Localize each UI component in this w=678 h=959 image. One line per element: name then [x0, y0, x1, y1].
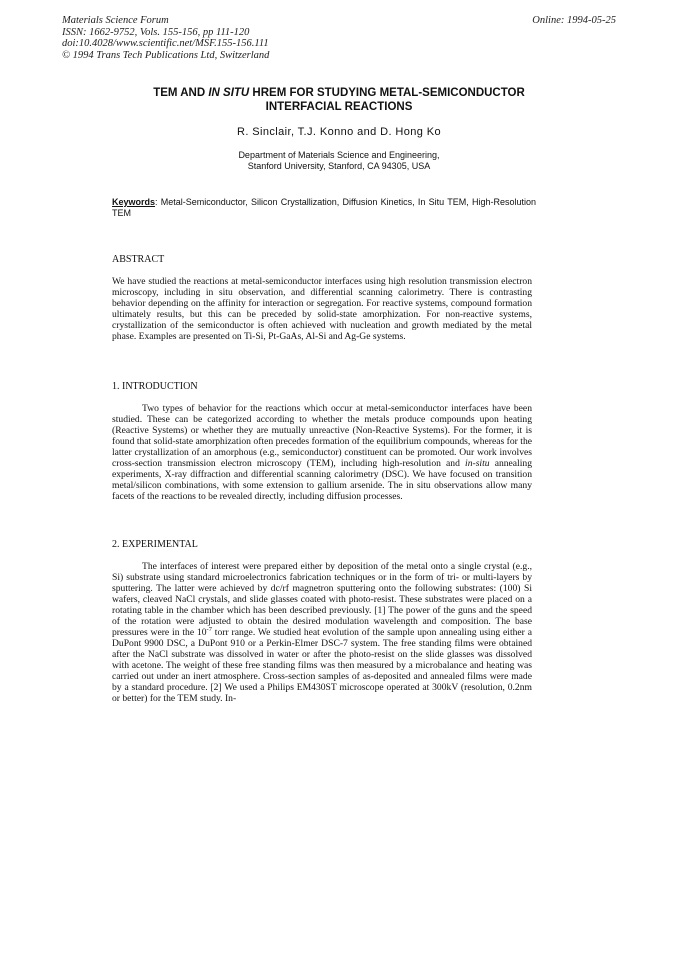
doi-link[interactable]: doi:10.4028/www.scientific.net/MSF.155-156.111: [62, 38, 269, 49]
affiliation: [100, 150, 578, 172]
author-list: R. Sinclair, T.J. Konno and D. Hong Ko: [237, 126, 441, 138]
keywords-label: Keywords: [112, 197, 156, 207]
introduction-in-situ: in-situ: [465, 458, 490, 469]
title-in-situ: IN SITU: [208, 87, 250, 99]
pressure-exponent: -7: [206, 625, 212, 633]
online-date: Online: 1994-05-25: [532, 15, 616, 26]
introduction-text-a: Two types of behavior for the reactions which occur at metal-semiconductor interfaces have been studied. These can be categorized according to whether the metals produce compounds upon heating (Reactive Systems) or whether they are mutually unreactive (Non-Reactive Systems). For the former, it is found that solid-state amorphization often precedes formation of the equilibrium compounds, whereas for the latter crystallization of an amorphous (e.g., semiconductor) constituent can be promoted. Our work involves cross-section transmission electron microscopy (TEM), including high-resolution and: [112, 403, 532, 469]
introduction-heading: 1. INTRODUCTION: [112, 381, 198, 392]
publication-info: [62, 15, 269, 61]
title-part1: TEM AND: [153, 87, 209, 99]
experimental-text-a: The interfaces of interest were prepared either by deposition of the metal onto a single crystal (e.g., Si) substrate using standard microelectronics fabrication techniques or in the form of tri- or multi-layers by sputtering. The latter were achieved by dc/rf magnetron sputtering onto the following substrates: (100) Si wafers, cleaved NaCl crystals, and slide glasses coated with photo-resist. These substrates were placed on a rotating table in the chamber which has been described previously. [1] The power of the guns and the speed of the rotation were adjusted to obtain the desired modulation wavelength and composition. The base pressures were in the 10: [112, 561, 532, 638]
affiliation-line2: Stanford University, Stanford, CA 94305, USA: [247, 161, 431, 171]
keywords-block: [112, 197, 536, 219]
paper-title: [100, 86, 578, 114]
abstract-heading: ABSTRACT: [112, 254, 165, 265]
title-line2: INTERFACIAL REACTIONS: [265, 101, 413, 113]
title-part3: HREM FOR STUDYING METAL-SEMICONDUCTOR: [249, 87, 525, 99]
experimental-text: [112, 561, 532, 704]
experimental-text-b: torr range. We studied heat evolution of the sample upon annealing using either a DuPont 9900 DSC, a DuPont 910 or a Perkin-Elmer DSC-7 system. The free standing films were obtained after the NaCl substrate was dissolved in water or after the photo-resist on the slide glasses was dissolved with acetone. The weight of these free standing films was then measured by a microbalance and heating was carried out under an inert atmosphere. Cross-section samples of as-deposited and annealed films were made by a standard procedure. [2] We used a Philips EM430ST microscope operated at 300kV (resolution, 0.2nm or better) for the TEM study. In-: [112, 627, 532, 704]
experimental-heading: 2. EXPERIMENTAL: [112, 539, 198, 550]
issn-line: ISSN: 1662-9752, Vols. 155-156, pp 111-120: [62, 26, 250, 38]
affiliation-line1: Department of Materials Science and Engineering,: [238, 150, 440, 160]
introduction-text-b: annealing experiments, X-ray diffraction and differential scanning calorimetry (DSC). We have focused on transition metal/silicon combinations, with some extension to gallium arsenide. The in situ observations allow many facets of the reactions to be revealed directly, including diffusion processes.: [112, 458, 532, 502]
introduction-text: [112, 403, 532, 502]
keywords-text: : Metal-Semiconductor, Silicon Crystallization, Diffusion Kinetics, In Situ TEM, High-Resolution TEM: [112, 197, 536, 218]
journal-name: Materials Science Forum: [62, 15, 169, 26]
abstract-text: We have studied the reactions at metal-semiconductor interfaces using high resolution transmission electron microscopy, including in situ observation, and differential scanning calorimetry. There is contrasting behavior depending on the affinity for interaction or segregation. For reactive systems, compound formation ultimately results, but this can be preceded by solid-state amorphization. For non-reactive systems, crystallization of the semiconductor is often achieved with nucleation and growth mediated by the metal phase. Examples are presented on Ti-Si, Pt-GaAs, Al-Si and Ag-Ge systems.: [112, 276, 532, 342]
copyright-line: © 1994 Trans Tech Publications Ltd, Switzerland: [62, 49, 270, 61]
